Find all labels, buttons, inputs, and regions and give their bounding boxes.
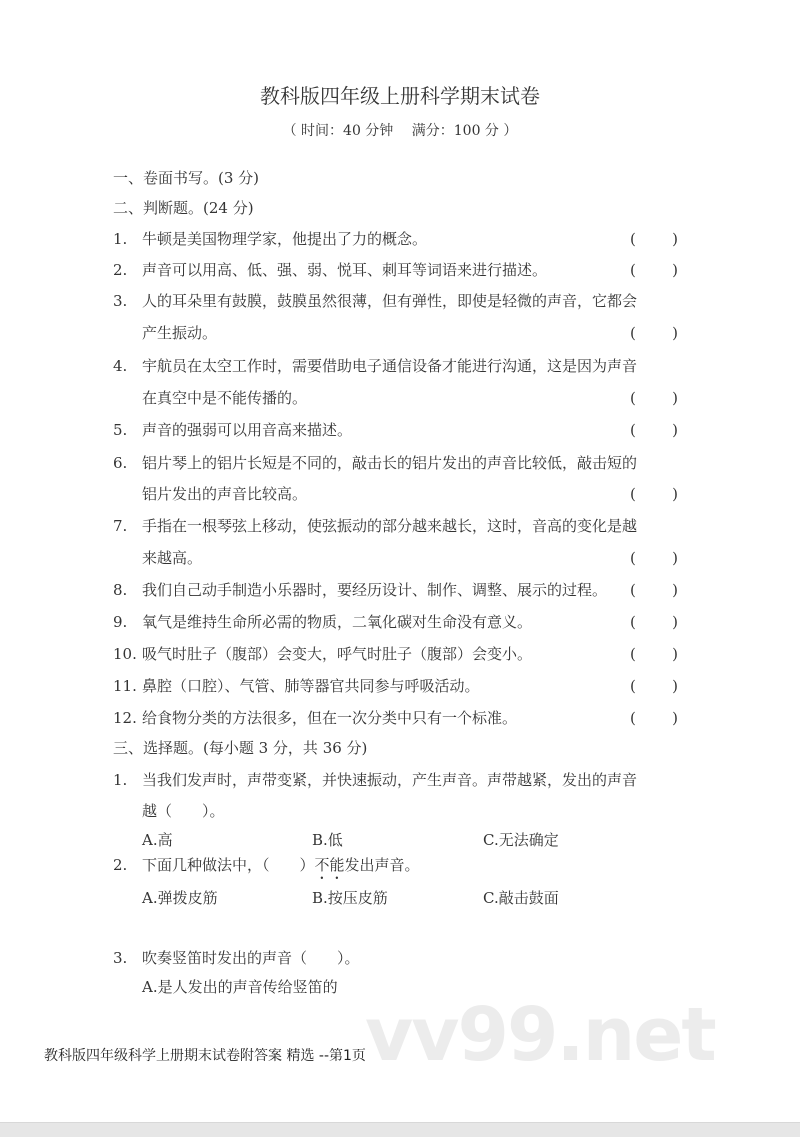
question-text: 氧气是维持生命所必需的物质，二氧化碳对生命没有意义。 (142, 613, 533, 631)
question-text (142, 855, 420, 883)
question-text: 铝片琴上的铝片长短是不同的，敲击长的铝片发出的声音比较低，敲击短的 (142, 454, 638, 472)
section-heading: 一、卷面书写。(3 分) (113, 169, 260, 187)
paren-close: ) (672, 709, 678, 727)
bottom-bar (0, 1122, 800, 1137)
question-text: 铝片发出的声音比较高。 (142, 485, 308, 503)
answer-blank[interactable] (630, 676, 678, 696)
option-a: A.高 (142, 831, 173, 849)
question-text: 给食物分类的方法很多，但在一次分类中只有一个标准。 (142, 709, 518, 727)
option-c: C.无法确定 (483, 831, 559, 849)
answer-blank[interactable] (630, 229, 678, 249)
paren-open: ( (630, 389, 636, 407)
question-number: 12. (113, 709, 137, 727)
answer-blank[interactable] (630, 612, 678, 632)
paren-close: ) (672, 421, 678, 439)
paren-open: ( (630, 549, 636, 567)
paren-open: ( (630, 485, 636, 503)
question-number: 7. (113, 517, 128, 535)
question-number: 1. (113, 230, 128, 248)
question-number: 1. (113, 771, 128, 789)
paren-open: ( (630, 613, 636, 631)
page-footer: 教科版四年级科学上册期末试卷附答案 精选 --第1页 (44, 1048, 366, 1064)
exam-info: （ 时间：40 分钟 满分：100 分 ） (282, 123, 518, 139)
question-number: 6. (113, 454, 128, 472)
answer-blank[interactable] (630, 484, 678, 504)
answer-blank[interactable] (630, 644, 678, 664)
paren-open: ( (630, 645, 636, 663)
answer-blank[interactable] (630, 260, 678, 280)
paren-close: ) (672, 677, 678, 695)
question-text: 吸气时肚子（腹部）会变大，呼气时肚子（腹部）会变小。 (142, 645, 533, 663)
text-part: 下面几种做法中，（ ） (142, 856, 315, 874)
paren-open: ( (630, 581, 636, 599)
question-text: 鼻腔（口腔）、气管、肺等器官共同参与呼吸活动。 (142, 677, 480, 695)
question-text: 越（ ）。 (142, 802, 225, 820)
answer-blank[interactable] (630, 548, 678, 568)
option-a: A.弹拨皮筋 (142, 889, 218, 907)
question-number: 3. (113, 949, 128, 967)
paren-close: ) (672, 485, 678, 503)
question-text: 来越高。 (142, 549, 203, 567)
question-text: 当我们发声时，声带变紧，并快速振动，产生声音。声带越紧，发出的声音 (142, 771, 638, 789)
paren-open: ( (630, 421, 636, 439)
question-number: 10. (113, 645, 137, 663)
question-text: 吹奏竖笛时发出的声音（ ）。 (142, 949, 360, 967)
option-b: B.低 (312, 831, 343, 849)
emphasized-text: 不能 (314, 856, 345, 874)
answer-blank[interactable] (630, 708, 678, 728)
question-number: 5. (113, 421, 128, 439)
paren-open: ( (630, 261, 636, 279)
paren-close: ) (672, 324, 678, 342)
question-number: 4. (113, 357, 128, 375)
question-text: 声音可以用高、低、强、弱、悦耳、刺耳等词语来进行描述。 (142, 261, 548, 279)
text-part: 发出声音。 (344, 856, 420, 874)
paren-close: ) (672, 261, 678, 279)
option-c: C.敲击鼓面 (483, 889, 559, 907)
question-text: 人的耳朵里有鼓膜，鼓膜虽然很薄，但有弹性，即使是轻微的声音，它都会 (142, 292, 638, 310)
question-text: 产生振动。 (142, 324, 218, 342)
question-number: 2. (113, 261, 128, 279)
answer-blank[interactable] (630, 420, 678, 440)
question-text: 宇航员在太空工作时，需要借助电子通信设备才能进行沟通，这是因为声音 (142, 357, 638, 375)
question-number: 9. (113, 613, 128, 631)
page-title: 教科版四年级上册科学期末试卷 (260, 84, 540, 108)
paren-open: ( (630, 230, 636, 248)
paren-close: ) (672, 389, 678, 407)
question-number: 3. (113, 292, 128, 310)
answer-blank[interactable] (630, 323, 678, 343)
paren-open: ( (630, 324, 636, 342)
question-text: 牛顿是美国物理学家，他提出了力的概念。 (142, 230, 428, 248)
question-text: 我们自己动手制造小乐器时，要经历设计、制作、调整、展示的过程。 (142, 581, 608, 599)
question-number: 2. (113, 856, 128, 874)
paren-close: ) (672, 549, 678, 567)
watermark: vv99.net (365, 992, 715, 1078)
question-text: 在真空中是不能传播的。 (142, 389, 308, 407)
paren-open: ( (630, 709, 636, 727)
question-text: 声音的强弱可以用音高来描述。 (142, 421, 353, 439)
option-b: B.按压皮筋 (312, 889, 388, 907)
section-heading: 二、判断题。(24 分) (113, 199, 254, 217)
paren-close: ) (672, 645, 678, 663)
paren-open: ( (630, 677, 636, 695)
question-text: 手指在一根琴弦上移动，使弦振动的部分越来越长，这时，音高的变化是越 (142, 517, 638, 535)
question-number: 8. (113, 581, 128, 599)
option-a: A.是人发出的声音传给竖笛的 (142, 978, 338, 996)
question-number: 11. (113, 677, 137, 695)
paren-close: ) (672, 581, 678, 599)
answer-blank[interactable] (630, 388, 678, 408)
answer-blank[interactable] (630, 580, 678, 600)
paren-close: ) (672, 230, 678, 248)
paren-close: ) (672, 613, 678, 631)
section-heading: 三、选择题。(每小题 3 分，共 36 分) (113, 739, 368, 757)
